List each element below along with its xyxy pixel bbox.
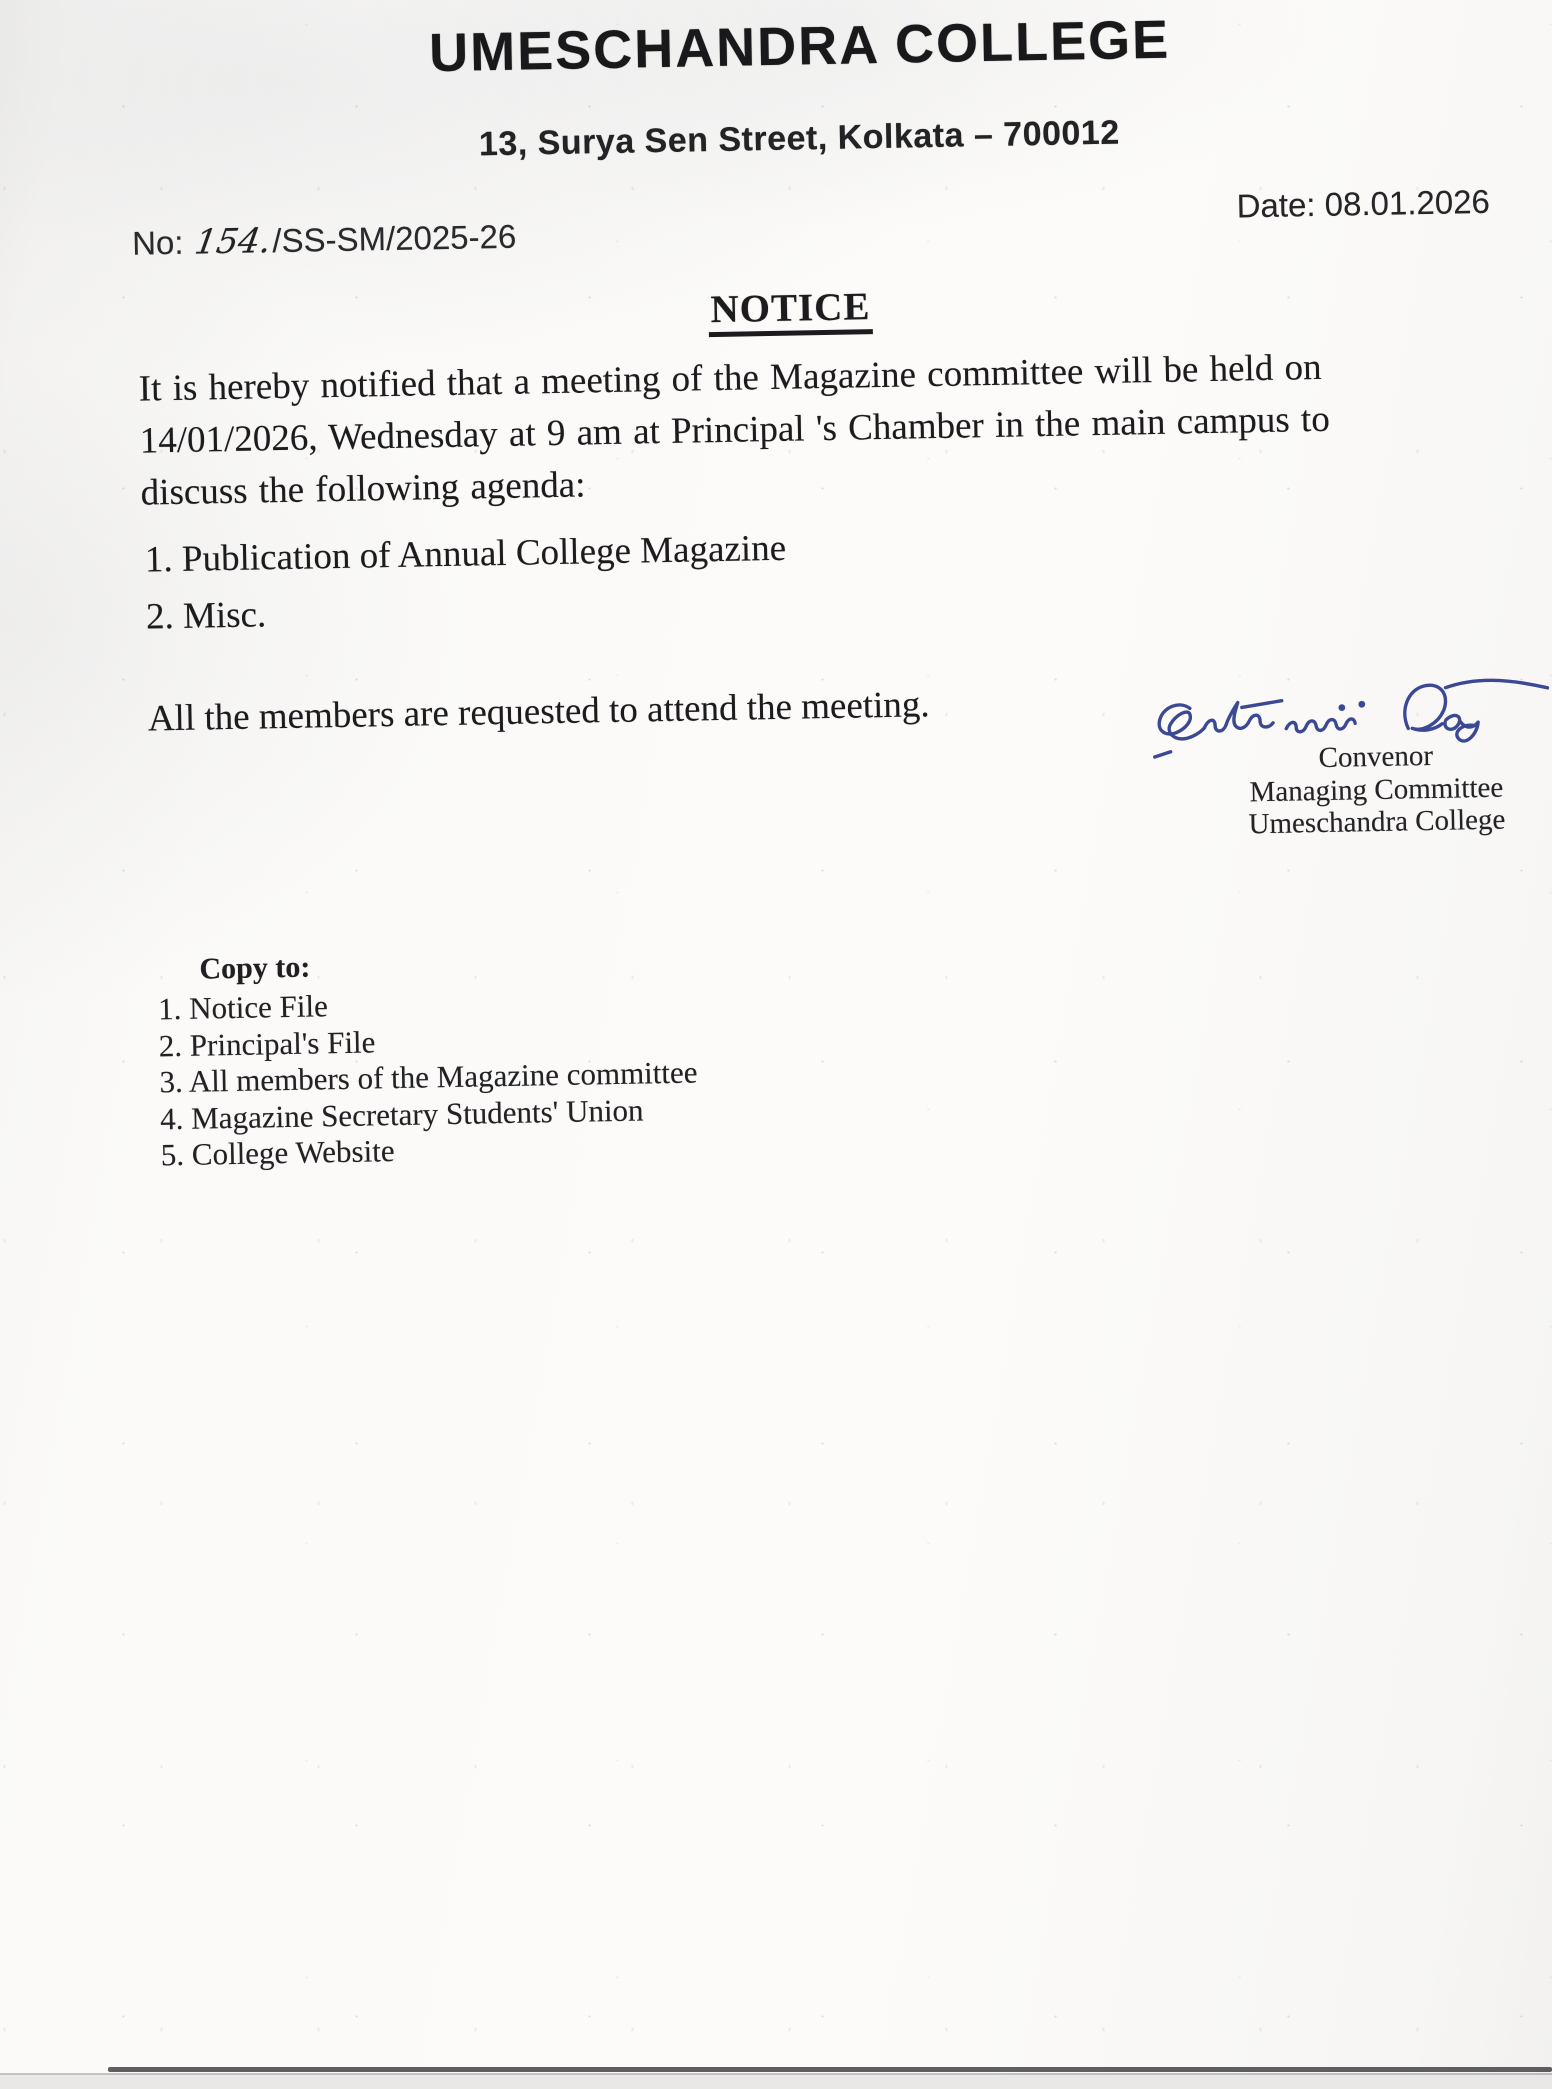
notice-title-text: NOTICE — [708, 285, 873, 337]
reference-handwritten-number: 154. — [191, 221, 274, 263]
college-name: UMESCHANDRA COLLEGE — [428, 9, 1171, 84]
copy-to-item: 2. Principal's File — [158, 1023, 376, 1063]
scan-bottom-edge — [108, 2067, 1552, 2072]
agenda-list — [144, 520, 787, 646]
copy-to-item: 1. Notice File — [157, 988, 329, 1027]
body-line: discuss the following agenda: — [140, 464, 586, 514]
body-line: It is hereby notified that a meeting of the Magazine committee will be held on — [138, 346, 1322, 410]
reference-suffix: /SS-SM/2025-26 — [272, 217, 517, 260]
signatory-role: Convenor — [1318, 739, 1434, 775]
date-line: Date: 08.01.2026 — [1236, 182, 1491, 225]
copy-to-list — [158, 981, 699, 1173]
notice-title — [14, 271, 1552, 344]
signatory-organization: Umeschandra College — [1248, 803, 1506, 841]
signatory-block — [1236, 738, 1516, 841]
signatory-committee: Managing Committee — [1249, 771, 1504, 808]
copy-to-item: 5. College Website — [160, 1133, 395, 1173]
college-address: 13, Surya Sen Street, Kolkata – 700012 — [478, 113, 1121, 164]
notice-body — [138, 338, 1541, 520]
reference-label: No: — [131, 223, 184, 262]
closing-line: All the members are requested to attend the meeting. — [147, 684, 930, 740]
copy-to-heading: Copy to: — [199, 950, 311, 986]
body-line: 14/01/2026, Wednesday at 9 am at Principal 's Chamber in the main campus to — [139, 398, 1331, 462]
copy-to-item: 4. Magazine Secretary Students' Union — [159, 1091, 644, 1136]
agenda-item: 1. Publication of Annual College Magazine — [144, 527, 787, 581]
agenda-item: 2. Misc. — [145, 594, 267, 638]
copy-to-item: 3. All members of the Magazine committee — [159, 1054, 698, 1100]
reference-number-line — [132, 217, 517, 264]
